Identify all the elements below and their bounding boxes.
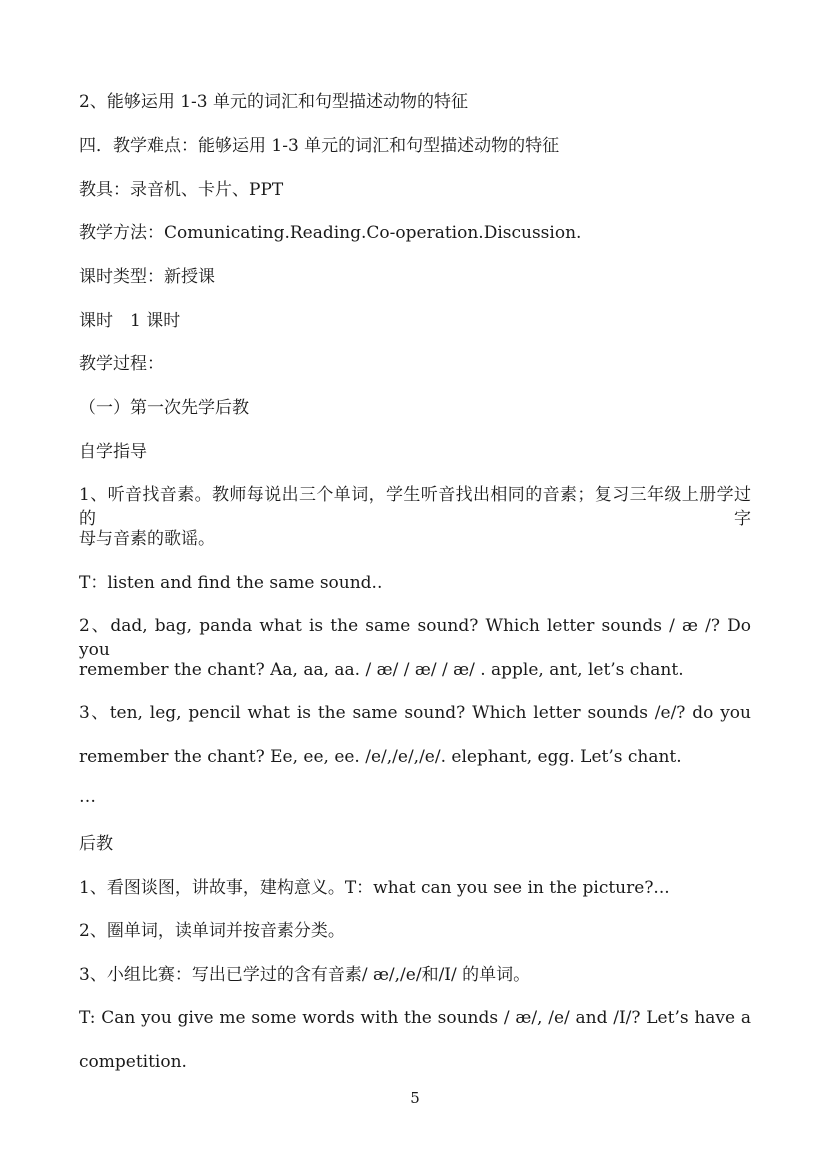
text-line-teacher-competition: T: Can you give me some words with the sounds / æ/, /e/ and /I/? Let’s have a: [79, 1008, 751, 1028]
text-line-competition: competition.: [79, 1052, 187, 1072]
text-line-lesson-type: 课时类型：新授课: [79, 267, 215, 287]
text-line-lesson-hours: 课时 1 课时: [79, 311, 181, 331]
text-line-teaching-methods: 教学方法：Comunicating.Reading.Co-operation.Discussion.: [79, 223, 582, 243]
page-number: 5: [410, 1089, 420, 1107]
text-line-step-1: 1、听音找音素。教师每说出三个单词，学生听音找出相同的音素；复习三年级上册学过的字: [79, 485, 751, 529]
text-line-post-step-1: 1、看图谈图，讲故事，建构意义。T：what can you see in the picture?...: [79, 878, 670, 898]
text-line-teaching-difficulty: 四．教学难点：能够运用 1-3 单元的词汇和句型描述动物的特征: [79, 136, 560, 156]
text-line-objective-2: 2、能够运用 1-3 单元的词汇和句型描述动物的特征: [79, 92, 468, 112]
text-line-step-2-cont: remember the chant? Aa, aa, aa. / æ/ / æ/ / æ/ . apple, ant, let’s chant.: [79, 660, 684, 680]
text-line-teacher-listen: T：listen and find the same sound..: [79, 573, 383, 593]
text-line-teaching-aids: 教具：录音机、卡片、PPT: [79, 180, 284, 200]
text-line-teaching-process: 教学过程：: [79, 354, 164, 374]
text-line-step-1-cont: 母与音素的歌谣。: [79, 529, 215, 549]
text-line-post-step-3: 3、小组比赛：写出已学过的含有音素/ æ/,/e/和/I/ 的单词。: [79, 965, 531, 985]
text-line-step-2: 2、dad, bag, panda what is the same sound? Which letter sounds / æ /? Do you: [79, 616, 751, 660]
text-line-post-teaching: 后教: [79, 834, 113, 854]
text-line-post-step-2: 2、圈单词，读单词并按音素分类。: [79, 921, 345, 941]
text-line-section-1: （一）第一次先学后教: [79, 398, 249, 418]
text-line-step-3-cont: remember the chant? Ee, ee, ee. /e/,/e/,/e/. elephant, egg. Let’s chant.: [79, 747, 682, 767]
text-line-step-3: 3、ten, leg, pencil what is the same sound? Which letter sounds /e/? do you: [79, 703, 751, 723]
text-line-ellipsis: …: [79, 787, 96, 807]
text-line-self-study-guide: 自学指导: [79, 442, 147, 462]
